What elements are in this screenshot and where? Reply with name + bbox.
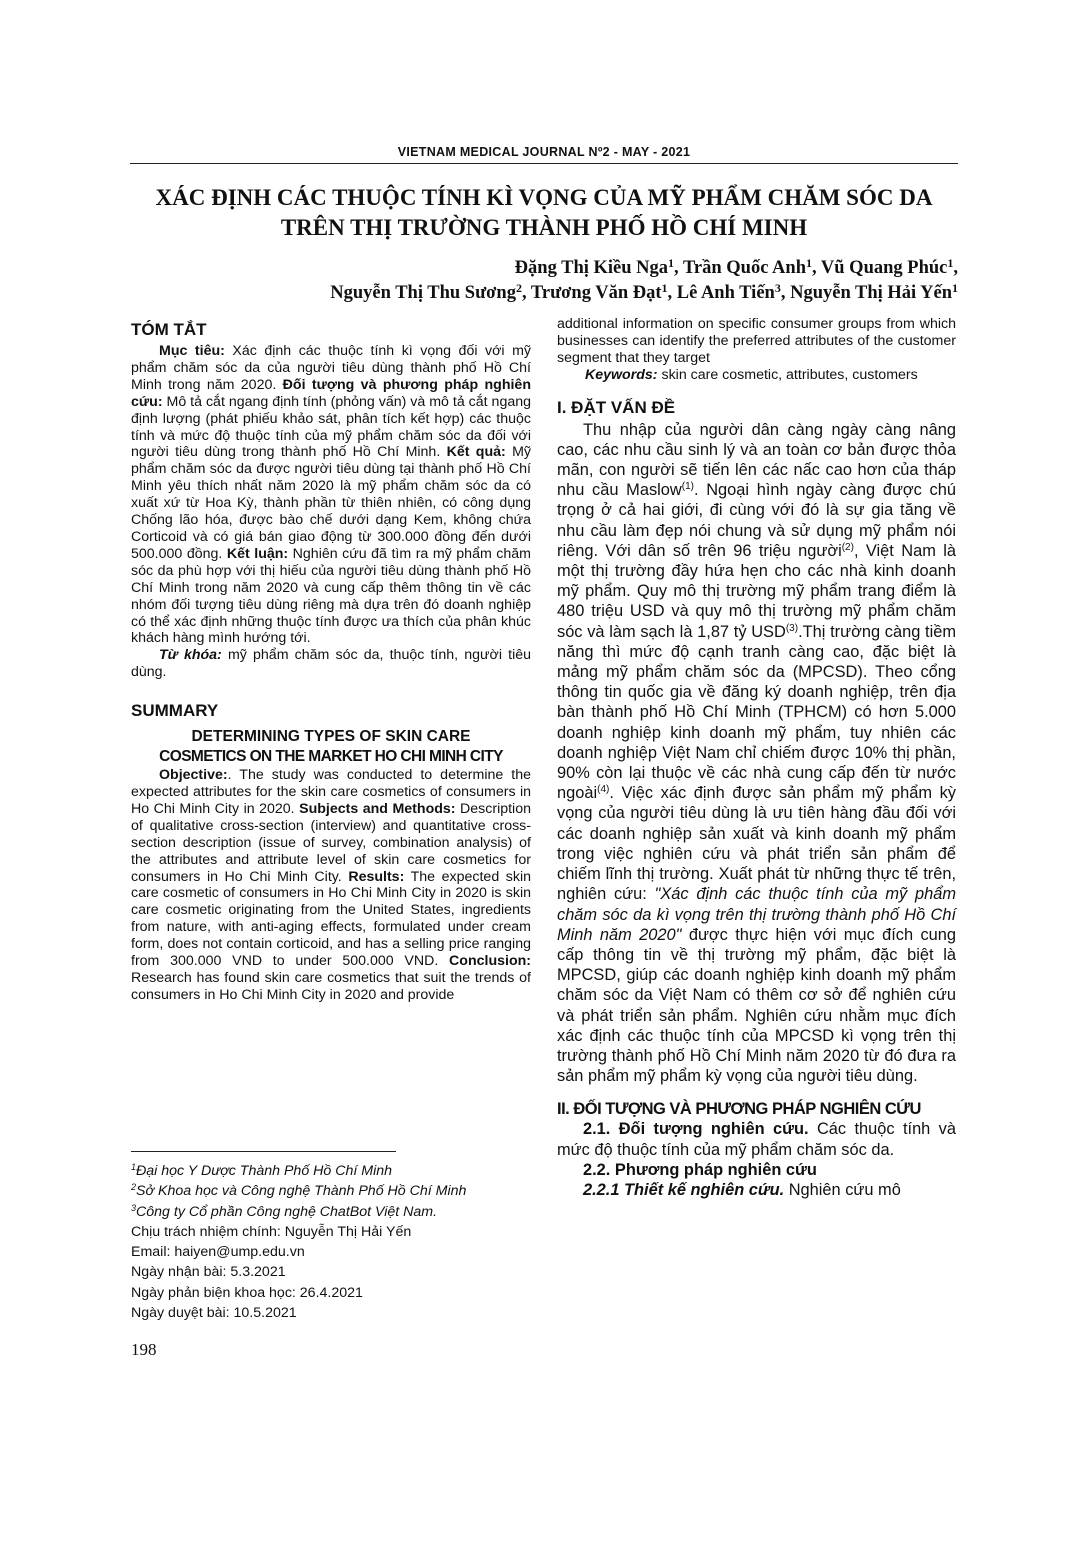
reference-mark: (2) [841,541,854,553]
journal-header: VIETNAM MEDICAL JOURNAL Nº2 - MAY - 2021 [397,145,691,159]
label-methods-vi: Đối tượng và phương pháp nghiên cứu: [131,376,531,410]
label-keywords-vi: Từ khóa: [159,647,222,664]
label-methods-en: Subjects and Methods: [299,800,456,817]
contact-email: Email: haiyen@ump.edu.vn [131,1244,305,1261]
reference-mark: (1) [681,481,694,493]
summary-title: DETERMINING TYPES OF SKIN CARE COSMETICS ON THE MARKET HO CHI MINH CITY [159,728,503,766]
footnote-rule [131,1151,396,1152]
section-1-heading: I. ĐẶT VẤN ĐỀ [557,397,676,417]
label-results-en: Results: [348,868,405,885]
label-objective-vi: Mục tiêu: [159,343,225,359]
tomtat-keywords: Từ khóa: mỹ phẩm chăm sóc da, thuộc tính, người tiêu dùng. [131,647,532,681]
label-keywords-en: Keywords: [585,366,658,383]
date-received: Ngày nhận bài: 5.3.2021 [131,1264,286,1281]
summary-keywords: Keywords: skin care cosmetic, attributes, customers [585,366,918,383]
label-conclusion-vi: Kết luận: [226,545,289,562]
tomtat-abstract: Mục tiêu: Xác định các thuộc tính kì vọng đối với mỹ phẩm chăm sóc da của người tiêu dùng thành phố Hồ Chí Minh trong năm 2020. Đối tượng và phương pháp nghiên cứu: Mô tả cắt ngang định tính (phỏng vấn) và mô tả cắt ngang định lượng (phát phiếu khảo sát, phân tích kết hợp) các thuộc tính và mức độ thuộc tính của mỹ phẩm chăm sóc da đối với người tiêu dùng trong thành phố Hồ Chí Minh. Kết quả: Mỹ phẩm chăm sóc da được người tiêu dùng tại thành phố Hồ Chí Minh yêu thích nhất năm 2020 là mỹ phẩm chăm sóc da có xuất xứ từ Hoa Kỳ, thành phần từ thiên nhiên, có công dụng Chống lão hóa, được bào chế dưới dạng Kem, không chứa Corticoid và có giá bán giao động từ 300.000 đồng đến dưới 500.000 đồng. Kết luận: Nghiên cứu đã tìm ra mỹ phẩm chăm sóc da phù hợp với thị hiếu của người tiêu dùng thành phố Hồ Chí Minh trong năm 2020 và cung cấp thêm thông tin về các nhóm đối tượng tiêu dùng riêng mà dựa trên đó doanh nghiệp có thể xác định những thuộc tính được ưa thích của phân khúc khách hàng mình hướng tới. [131,343,532,647]
label-conclusion-en: Conclusion: [449,953,531,970]
title-line-2: TRÊN THỊ TRƯỜNG THÀNH PHỐ HỒ CHÍ MINH [280,215,808,240]
summary-abstract-continued: additional information on specific consumer groups from which businesses can identify the preferred attributes of the customer segment that they target [557,316,956,366]
subsection-2-2-1-label: 2.2.1 Thiết kế nghiên cứu. [583,1180,785,1199]
article-title [130,183,958,243]
footnotes [131,1161,551,1323]
label-objective-en: Objective: [159,767,228,784]
summary-heading: SUMMARY [131,701,219,721]
section-2-2 [557,1160,956,1180]
affiliation-1: $^1$Đại học Y Dược Thành Phố Hồ Chí Minh [131,1162,393,1179]
affiliation-mark: 1 [668,256,675,270]
reference-mark: (4) [597,784,610,796]
author-name: Trương Văn Đạt [530,283,662,303]
date-accepted: Ngày duyệt bài: 10.5.2021 [131,1305,297,1322]
right-column [557,316,956,1200]
study-title-quote: "Xác định các thuộc tính của mỹ phẩm chăm sóc da kì vọng trên thị trường thành phố Hồ Chí Minh năm 2020" [557,885,956,944]
subsection-2-2-label: 2.2. Phương pháp nghiên cứu [583,1160,817,1179]
affiliation-mark: 1 [947,256,954,270]
section-2-1: 2.1. Đối tượng nghiên cứu. Các thuộc tính và mức độ thuộc tính của mỹ phẩm chăm sóc da. [557,1120,956,1159]
date-reviewed: Ngày phản biện khoa học: 26.4.2021 [131,1284,363,1301]
affiliation-mark: 1 [661,281,668,295]
tomtat-heading: TÓM TẮT [131,320,207,339]
affiliation-mark: 3 [774,281,781,295]
left-column [131,320,531,1004]
title-line-1: XÁC ĐỊNH CÁC THUỘC TÍNH KÌ VỌNG CỦA MỸ PHẨM CHĂM SÓC DA [155,185,933,210]
author-name: Nguyễn Thị Thu Sương [330,283,516,303]
subsection-2-1-label: 2.1. Đối tượng nghiên cứu. [583,1120,809,1139]
page-number: 198 [131,1340,157,1359]
affiliation-2: $^2$Sở Khoa học và Công nghệ Thành Phố Hồ Chí Minh [131,1182,467,1200]
responsible-author: Chịu trách nhiệm chính: Nguyễn Thị Hải Yến [131,1223,412,1240]
author-name: Nguyễn Thị Hải Yến [790,283,952,303]
header-rule [130,163,958,164]
section-2-heading: II. ĐỐI TƯỢNG VÀ PHƯƠNG PHÁP NGHIÊN CỨU [557,1100,921,1119]
section-1-paragraph: Thu nhập của người dân càng ngày càng nâng cao, các nhu cầu sinh lý và an toàn cơ bản được thỏa mãn, con người sẽ tiến lên các nấc cao hơn của tháp nhu cầu Maslow$^{(1)}$. Ngoại hình ngày càng được chú trọng ở cả hai giới, đi cùng với đó là sự gia tăng về nhu cầu làm đẹp nói chung và sử dụng mỹ phẩm nói riêng. Với dân số trên 96 triệu người$^{(2)}$, Việt Nam là một thị trường đầy hứa hẹn cho các nhà kinh doanh mỹ phẩm. Quy mô thị trường mỹ phẩm trang điểm là 480 triệu USD và quy mô thị trường mỹ phẩm chăm sóc và làm sạch là 1,87 tỷ USD$^{(3)}$.Thị trường càng tiềm năng thì mức độ cạnh tranh càng cao, đặc biệt là mảng mỹ phẩm chăm sóc da (MPCSD). Theo cổng thông tin quốc gia về đăng ký doanh nghiệp, trên địa bàn thành phố Hồ Chí Minh (TPHCM) có hơn 5.000 doanh nghiệp kinh doanh mỹ phẩm, tuy nhiên các doanh nghiệp Việt Nam chỉ chiếm được 10% thị phần, 90% còn lại thuộc về các nhà cung cấp đến từ nước ngoài$^{(4)}$. Việc xác định được sản phẩm mỹ phẩm kỳ vọng của người tiêu dùng là ưu tiên hàng đầu đối với các doanh nghiệp sản xuất và kinh doanh mỹ phẩm trong việc nghiên cứu và phát triển sản phẩm để chiếm lĩnh thị trường. Xuất phát từ những thực tế trên, nghiên cứu: "Xác định các thuộc tính của mỹ phẩm chăm sóc da kì vọng trên thị trường thành phố Hồ Chí Minh năm 2020" được thực hiện với mục đích cung cấp thông tin về thị trường mỹ phẩm, đặc biệt là MPCSD, giúp các doanh nghiệp kinh doanh mỹ phẩm chăm sóc da Việt Nam có thêm cơ sở để nghiên cứu và phát triển sản phẩm. Nghiên cứu nhằm mục đích xác định các thuộc tính của MPCSD kì vọng trên thị trường thành phố Hồ Chí Minh năm 2020 từ đó đưa ra sản phẩm mỹ phẩm kỳ vọng của người tiêu dùng. [557,420,957,1086]
affiliation-3: $^3$Công ty Cổ phần Công nghệ ChatBot Việt Nam. [131,1202,438,1220]
label-results-vi: Kết quả: [446,444,506,461]
author-line-2: Nguyễn Thị Thu Sương$^2$, Trương Văn Đạt$^1$, Lê Anh Tiến$^3$, Nguyễn Thị Hải Yến$^1$ [330,281,958,303]
author-name: Trần Quốc Anh [682,258,806,278]
author-name: Lê Anh Tiến [676,283,775,303]
affiliation-mark: 1 [805,256,812,270]
author-list [330,256,958,306]
affiliation-mark: 2 [515,281,522,295]
author-line-1: Đặng Thị Kiều Nga$^1$, Trần Quốc Anh$^1$, Vũ Quang Phúc$^1$, [514,256,958,278]
affiliation-mark: 1 [952,281,958,295]
author-name: Vũ Quang Phúc [820,258,948,278]
reference-mark: (3) [785,622,799,634]
section-2-2-1: 2.2.1 Thiết kế nghiên cứu. Nghiên cứu mô [583,1180,901,1199]
author-name: Đặng Thị Kiều Nga [514,258,669,278]
summary-abstract: Objective:. The study was conducted to determine the expected attributes for the skin care cosmetics of consumers in Ho Chi Minh City in 2020. Subjects and Methods: Description of qualitative cross-section (interview) and quantitative cross-section description (issue of survey, combination analysis) of the attributes and attribute level of skin care cosmetics for consumers in Ho Chi Minh City. Results: The expected skin care cosmetic of consumers in Ho Chi Minh City in 2020 is skin care cosmetic originating from the United States, ingredients from nature, with anti-aging effects, formulated under cream form, does not contain corticoid, and has a selling price ranging from 300.000 VND to under 500.000 VND. Conclusion: Research has found skin care cosmetics that suit the trends of consumers in Ho Chi Minh City in 2020 and provide [131,767,532,1003]
